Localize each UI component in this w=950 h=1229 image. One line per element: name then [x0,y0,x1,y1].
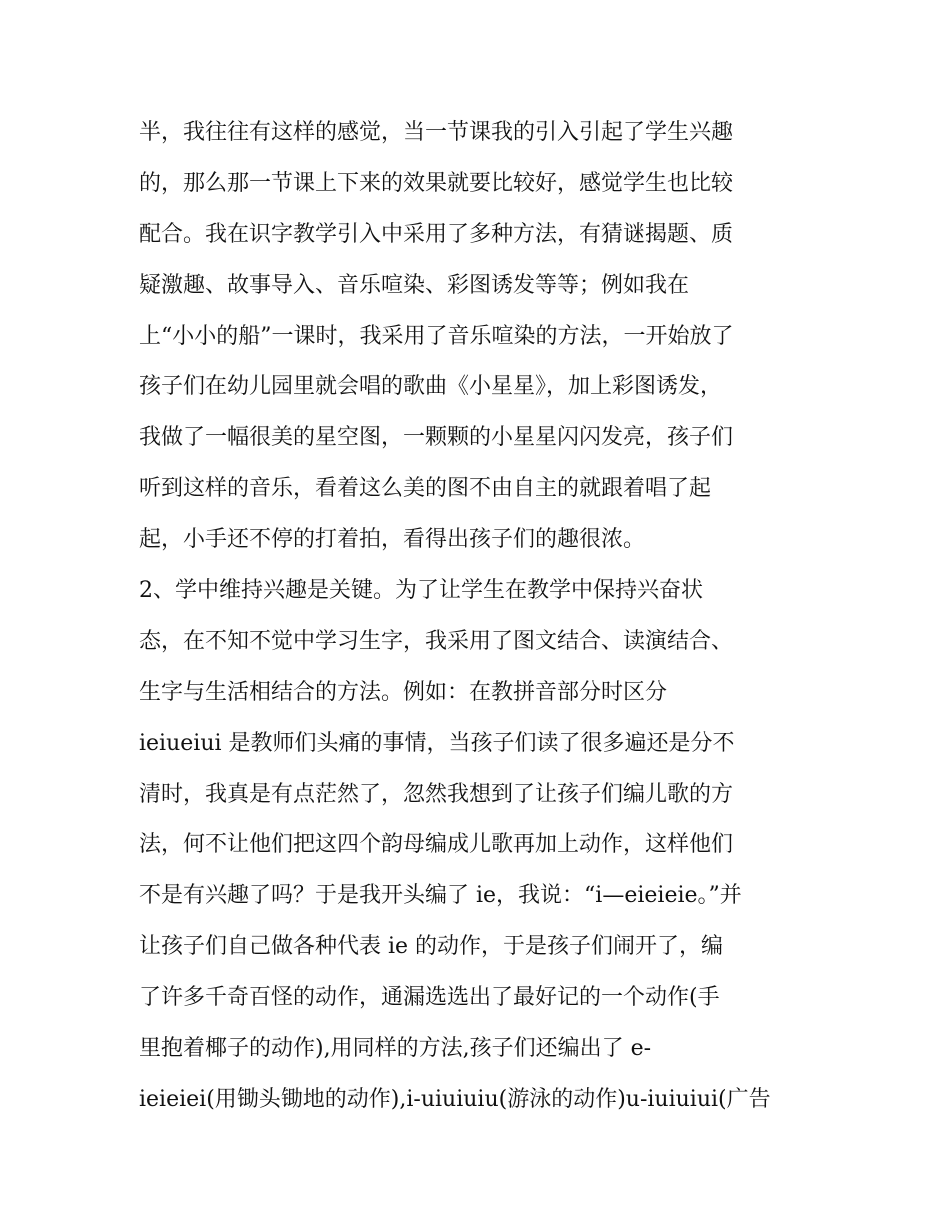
text-line: 上“小小的船”一课时，我采用了音乐喧染的方法，一开始放了 [139,323,734,349]
body-text [139,108,819,1126]
text-line: 配合。我在识字教学引入中采用了多种方法，有猜谜揭题、质 [139,221,734,247]
text-line: 让孩子们自己做各种代表 ie 的动作，于是孩子们闹开了，编 [139,934,724,960]
text-line: 了许多千奇百怪的动作，通漏选选出了最好记的一个动作(手 [139,985,720,1011]
text-line: 的，那么那一节课上下来的效果就要比较好，感觉学生也比较 [139,170,734,196]
text-line: 疑激趣、故事导入、音乐喧染、彩图诱发等等；例如我在 [139,272,690,298]
text-line: 起，小手还不停的打着拍，看得出孩子们的趣很浓。 [139,527,646,553]
text-line: 听到这样的音乐，看着这么美的图不由自主的就跟着唱了起 [139,476,712,502]
text-line: ieiueiui 是教师们头痛的事情，当孩子们读了很多遍还是分不 [139,730,735,756]
text-line: 清时，我真是有点茫然了，忽然我想到了让孩子们编儿歌的方 [139,781,734,807]
text-line: 孩子们在幼儿园里就会唱的歌曲《小星星》，加上彩图诱发， [139,374,723,400]
text-line: 法，何不让他们把这四个韵母编成儿歌再加上动作，这样他们 [139,832,734,858]
text-line: 我做了一幅很美的星空图，一颗颗的小星星闪闪发亮，孩子们 [139,425,734,451]
text-line: 不是有兴趣了吗？于是我开头编了 ie，我说：“i—eieieie。”并 [139,883,742,909]
text-line: 里抱着椰子的动作),用同样的方法,孩子们还编出了 e- [139,1036,652,1062]
text-line: 生字与生活相结合的方法。例如：在教拼音部分时区分 [139,679,668,705]
text-line: ieieiei(用锄头锄地的动作),i-uiuiuiu(游泳的动作)u-iuiuiui(广告 [139,1086,771,1112]
text-line: 半，我往往有这样的感觉，当一节课我的引入引起了学生兴趣 [139,120,734,145]
text-line: 2、学中维持兴趣是关键。为了让学生在教学中保持兴奋状 [139,578,703,604]
text-line: 态，在不知不觉中学习生字，我采用了图文结合、读演结合、 [139,628,734,654]
